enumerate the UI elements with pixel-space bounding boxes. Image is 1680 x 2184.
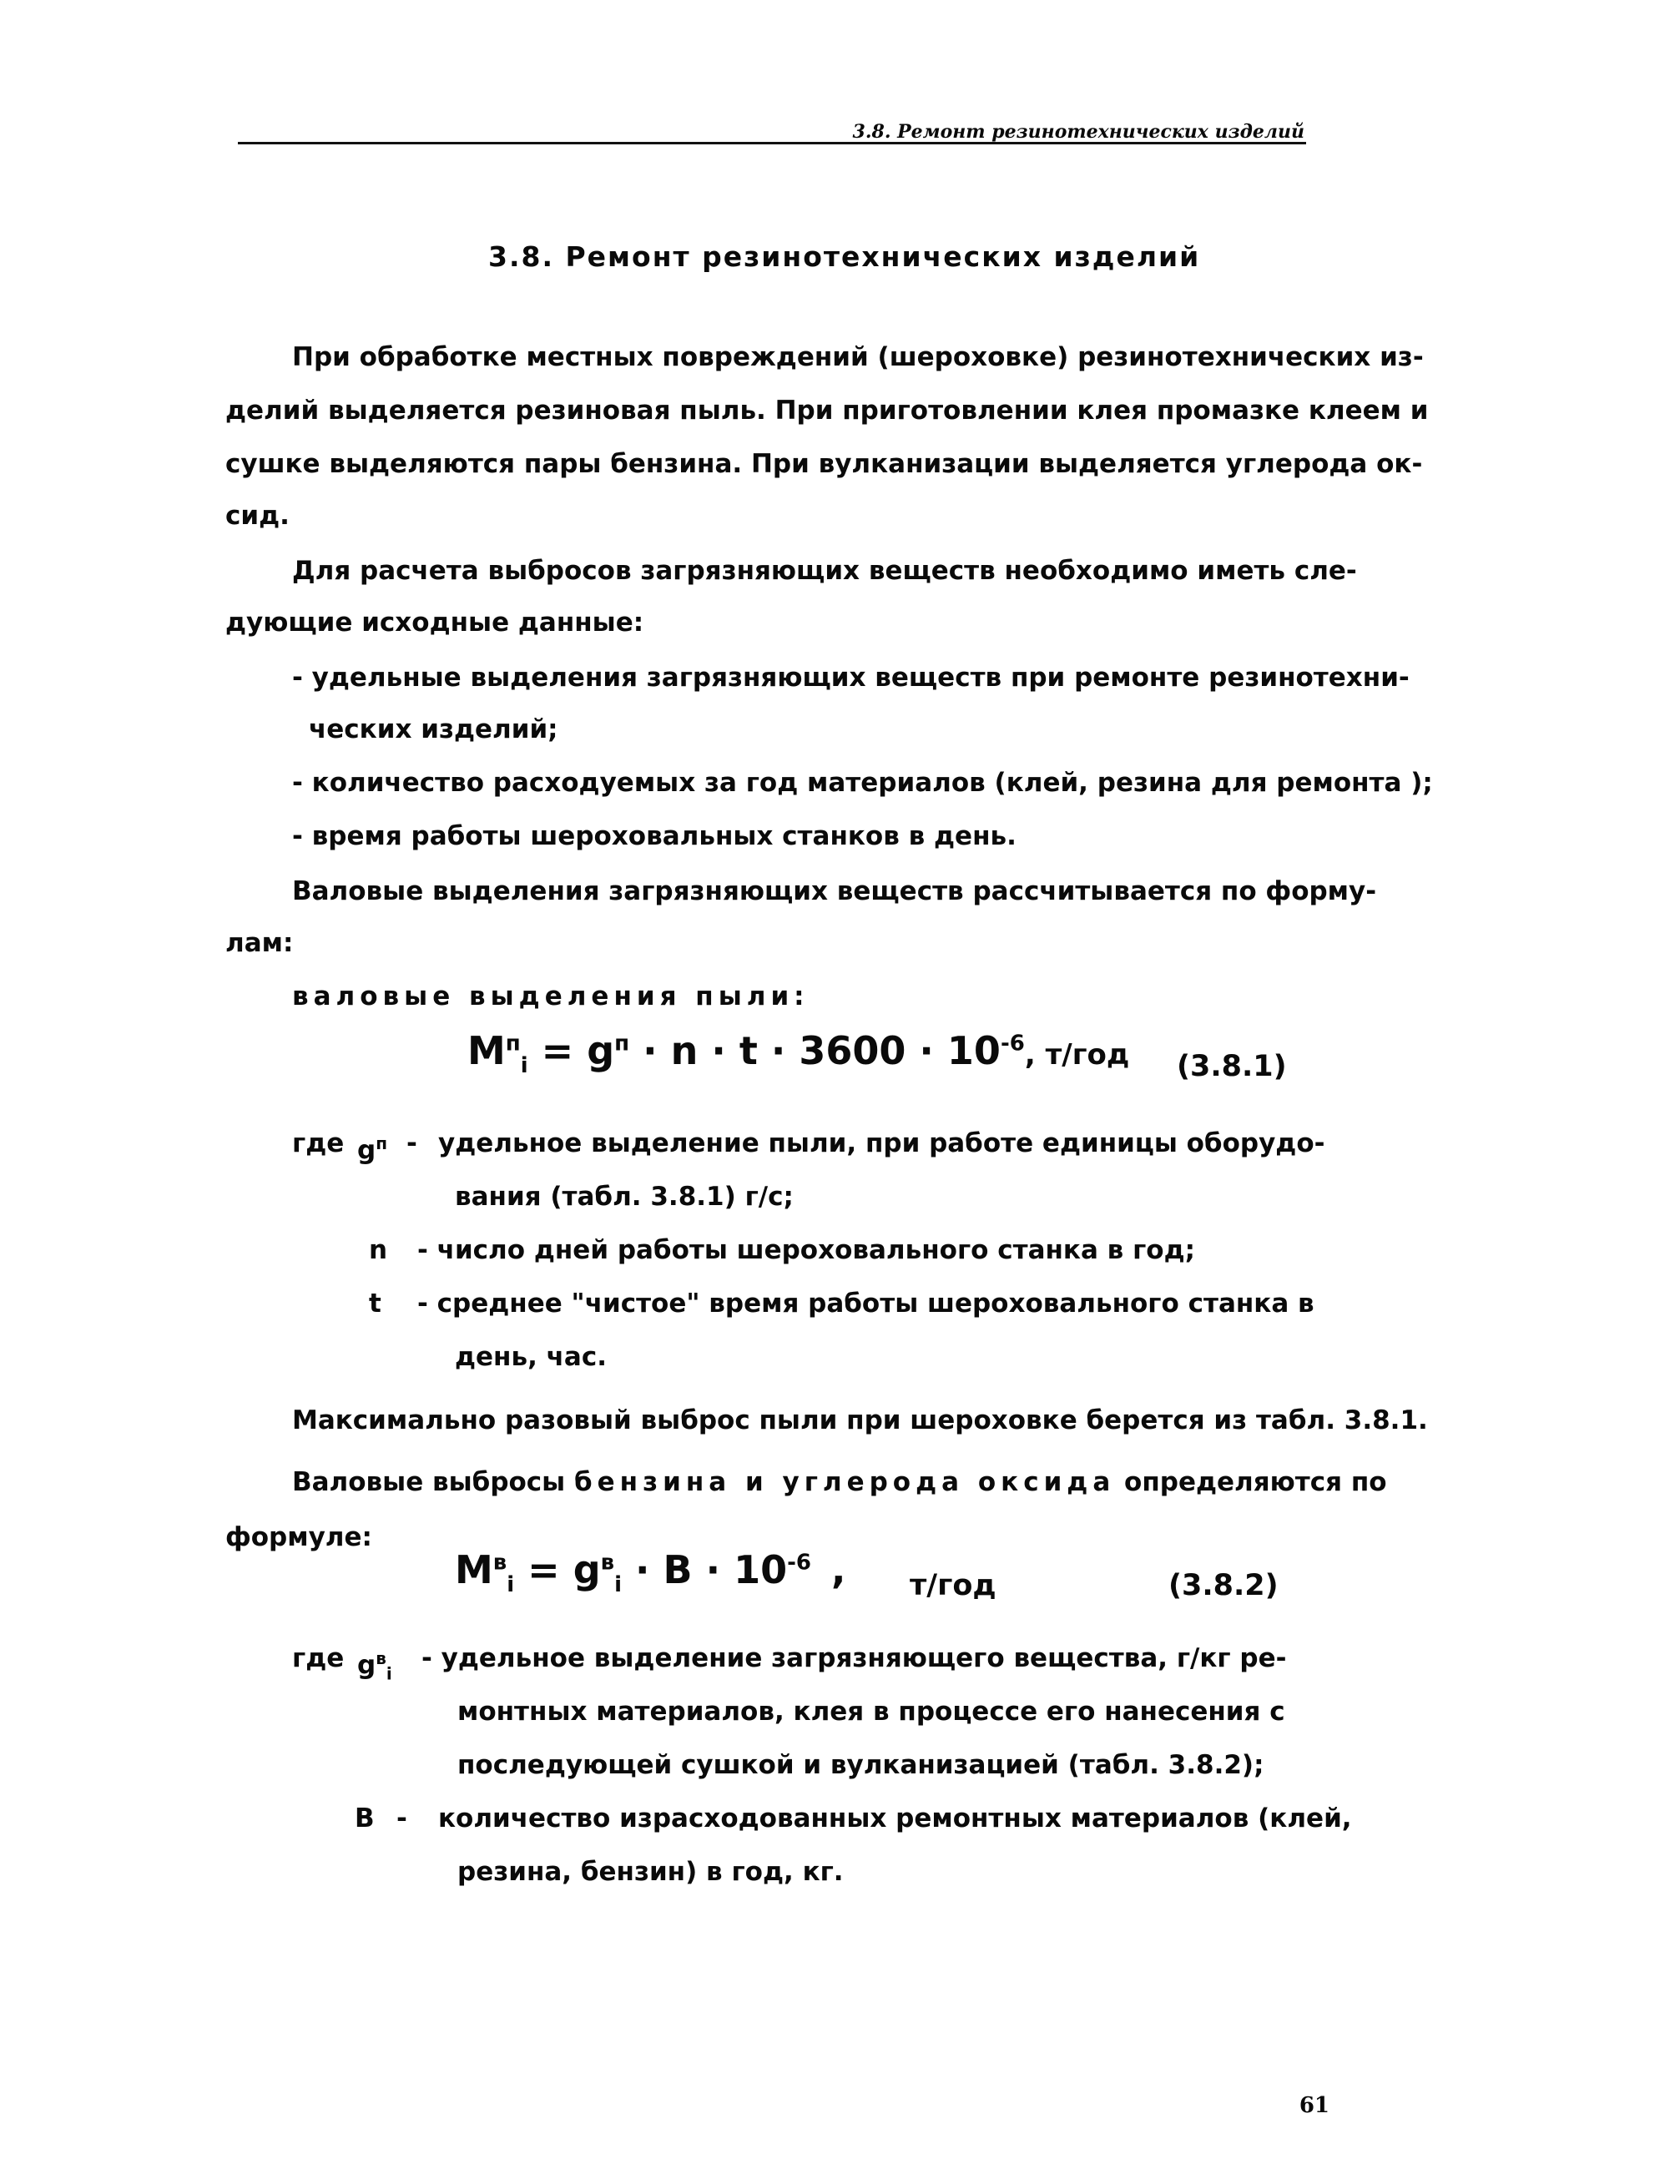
para1-line1: При обработке местных повреждений (шероховке) резинотехнических из- <box>292 342 1424 372</box>
where2-B-line1: количество израсходованных ремонтных материалов (клей, <box>438 1803 1352 1833</box>
where1-gde: где <box>292 1128 345 1158</box>
page-number: 61 <box>1299 2093 1329 2118</box>
formula-3-8-2: $M^в_i = g^в_i \cdot B \cdot 10^{-6}$ , <box>455 1547 846 1598</box>
where2-line3: последующей сушкой и вулканизацией (табл. 3.8.2); <box>457 1750 1264 1780</box>
max-emission-text: Максимально разовый выброс пыли при шероховке берется из табл. 3.8.1. <box>292 1405 1428 1435</box>
where1-t-line2: день, час. <box>455 1342 608 1372</box>
where1-symbol-n: n <box>369 1235 388 1265</box>
para1-line2: делий выделяется резиновая пыль. При приготовлении клея промазке клеем и <box>225 396 1429 426</box>
para3-line1: Валовые выделения загрязняющих веществ рассчитывается по форму- <box>292 876 1377 906</box>
where2-line1: - удельное выделение загрязняющего вещества, г/кг ре- <box>421 1643 1287 1673</box>
eq-number-1: (3.8.1) <box>1177 1050 1287 1083</box>
eq-number-2: (3.8.2) <box>1168 1569 1279 1602</box>
where1-g-line1: удельное выделение пыли, при работе единицы оборудо- <box>438 1128 1325 1158</box>
bullet3: - время работы шероховальных станков в день. <box>292 821 1017 851</box>
where2-B-dash: - <box>396 1803 407 1833</box>
where2-B-line2: резина, бензин) в год, кг. <box>457 1857 844 1887</box>
para4-line2: формуле: <box>225 1522 372 1552</box>
para2-line2: дующие исходные данные: <box>225 608 644 638</box>
formula2-unit: т/год <box>910 1569 996 1602</box>
para4-line1: Валовые выбросы бензина и углерода оксида определяются по <box>292 1467 1387 1497</box>
where2-symbol-g: $g^в_i$ <box>357 1648 392 1684</box>
where2-gde: где <box>292 1643 345 1673</box>
dust-label: валовые выделения пыли: <box>292 981 810 1011</box>
where1-dash: - <box>406 1128 417 1158</box>
where1-g-line2: вания (табл. 3.8.1) г/с; <box>455 1182 794 1212</box>
where1-symbol-t: t <box>369 1289 381 1319</box>
para3-line2: лам: <box>225 928 294 958</box>
where1-symbol-g: $g^п$ <box>357 1133 388 1166</box>
where1-n-text: - число дней работы шероховального станка в год; <box>417 1235 1196 1265</box>
where2-line2: монтных материалов, клея в процессе его нанесения с <box>457 1697 1285 1727</box>
section-title: 3.8. Ремонт резинотехнических изделий <box>488 240 1201 273</box>
bullet1-line2: ческих изделий; <box>309 714 558 744</box>
para2-line1: Для расчета выбросов загрязняющих веществ необходимо иметь сле- <box>292 556 1357 586</box>
running-header: 3.8. Ремонт резинотехнических изделий <box>852 121 1304 143</box>
bullet2: - количество расходуемых за год материалов (клей, резина для ремонта ); <box>292 768 1433 798</box>
para1-line3: сушке выделяются пары бензина. При вулканизации выделяется углерода ок- <box>225 449 1423 479</box>
where1-t-line1: - среднее "чистое" время работы шероховального станка в <box>417 1289 1314 1319</box>
formula-3-8-1: $M^п_i = g^п \cdot n \cdot t \cdot 3600 \cdot 10^{-6}$, т/год <box>467 1028 1130 1079</box>
where2-symbol-B: В <box>355 1803 375 1833</box>
bullet1-line1: - удельные выделения загрязняющих веществ при ремонте резинотехни- <box>292 663 1410 693</box>
para1-line4: сид. <box>225 501 290 531</box>
